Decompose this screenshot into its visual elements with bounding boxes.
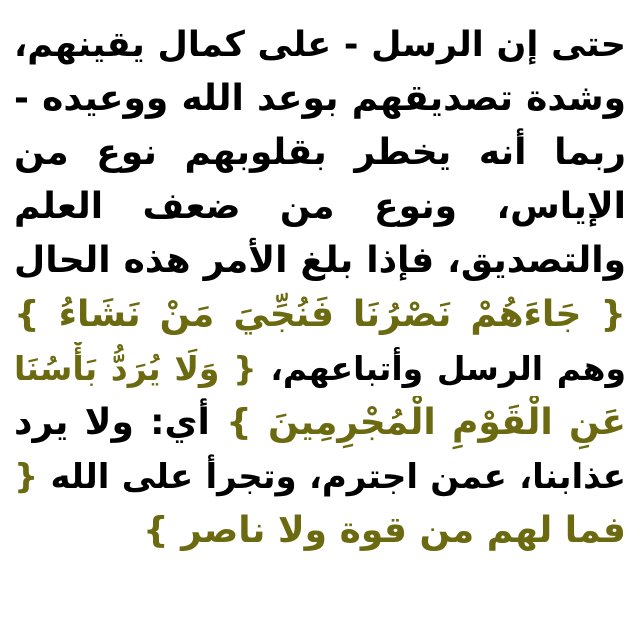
text-line (14, 180, 626, 234)
quran-verse-text: { جَاءَهُمْ نَصْرُنَا فَنُجِّيَ مَنْ نَشَاءُ } (14, 294, 626, 335)
quran-verse-text: { (14, 457, 39, 497)
body-text: حتى إن الرسل - على كمال يقينهم، (14, 25, 626, 65)
text-line (14, 396, 626, 450)
quran-verse-text: عَنِ الْقَوْمِ الْمُجْرِمِينَ } (226, 402, 626, 443)
text-line (14, 18, 626, 72)
body-text: ربما أنه يخطر بقلوبهم نوع من (14, 132, 626, 173)
body-text: عذابنا، عمن اجترم، وتجرأ على الله (38, 457, 626, 497)
text-line (14, 234, 626, 288)
text-line (14, 288, 626, 342)
body-text: وهم الرسل وأتباعهم، (256, 349, 626, 388)
text-line (14, 342, 626, 396)
body-text: والتصديق، فإذا بلغ الأمر هذه الحال (14, 240, 626, 281)
body-text: الإياس، ونوع من ضعف العلم (14, 186, 626, 227)
text-line (14, 450, 626, 504)
text-line (14, 72, 626, 126)
text-line (14, 126, 626, 180)
quran-verse-text: { وَلَا يُرَدُّ بَأْسُنَا (14, 349, 257, 388)
body-text: وشدة تصديقهم بوعد الله ووعيده - (14, 78, 626, 119)
tafsir-text-block (14, 18, 626, 558)
body-text: أي: ولا يرد (14, 402, 227, 443)
text-line (14, 504, 626, 558)
quran-verse-text: فما لهم من قوة ولا ناصر } (142, 510, 626, 551)
